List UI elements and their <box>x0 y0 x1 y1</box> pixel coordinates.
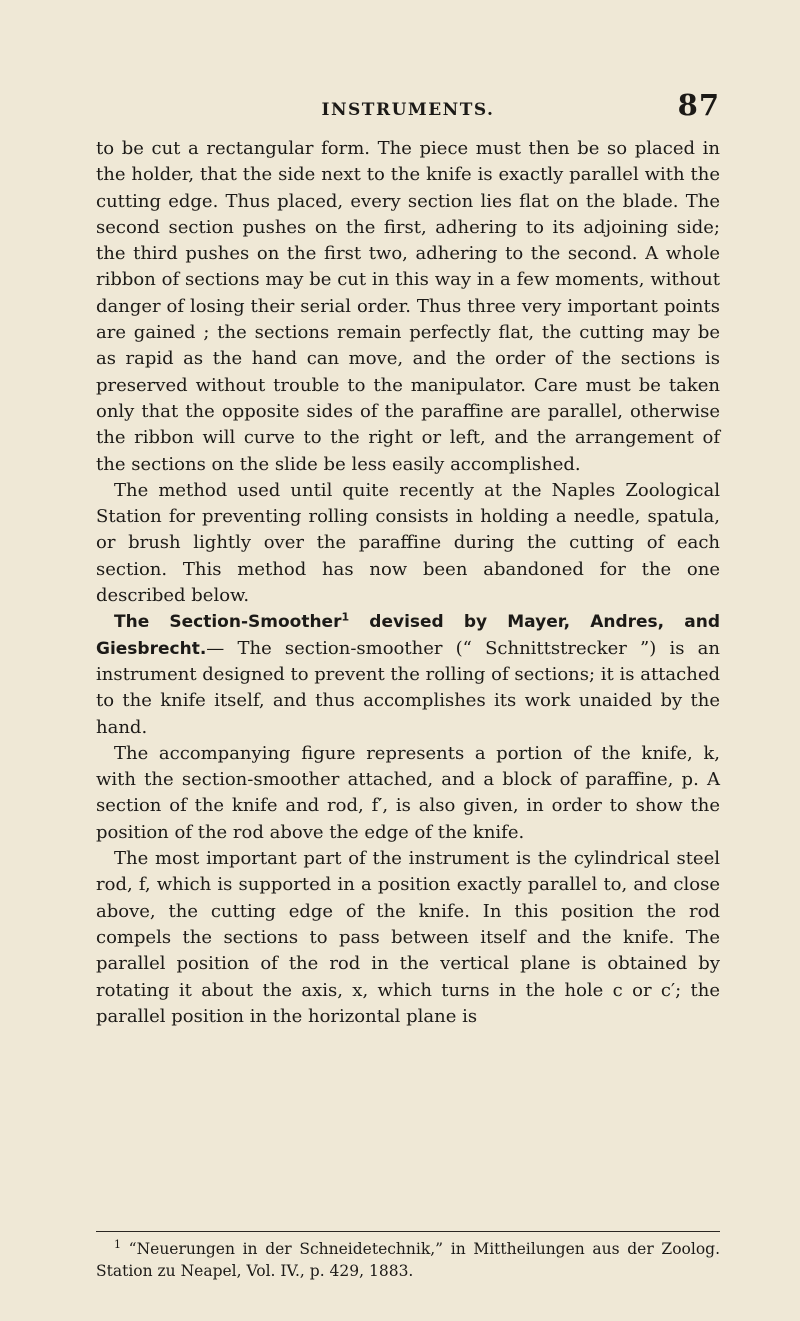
body-text <box>96 136 720 1030</box>
footnote <box>96 1238 720 1282</box>
section-heading: The Section-Smoother$^1$ devised by Mayer, Andres, and Giesbrecht. <box>96 610 721 659</box>
page-number: 87 <box>677 88 720 122</box>
paragraph-naples-method: The method used until quite recently at the Naples Zoological Station for preventing rolling consists in holding a needle, spatula, or brush lightly over the paraffine during the cutting of each section. This method has now been abandoned for the one described below. <box>96 479 720 607</box>
footnote-reference: 1 <box>341 610 350 624</box>
running-head <box>96 88 720 122</box>
paragraph-cylindrical-rod: The most important part of the instrument is the cylindrical steel rod, f, which is supported in a position exactly parallel to, and close above, the cutting edge of the knife. In this position the rod compels the sections to pass between itself and the knife. The parallel position of the rod in the vertical plane is obtained by rotating it about the axis, x, which turns in the hole c or c′; the parallel position in the horizontal plane is <box>96 848 720 1027</box>
section-smoother-text: — The section-smoother (“ Schnittstrecker ”) is an instrument designed to prevent the rolling of sections; it is attached to the knife itself, and thus accomplishes its work unaided by the hand. <box>96 637 720 738</box>
paragraph-figure-description: The accompanying figure represents a portion of the knife, k, with the section-smoother attached, and a block of paraffine, p. A section of the knife and rod, f′, is also given, in order to show the position of the rod above the edge of the knife. <box>96 742 720 843</box>
paragraph-section-smoother <box>96 609 720 740</box>
running-title: INSTRUMENTS. <box>321 100 495 120</box>
footnote-text: “Neuerungen in der Schneidetechnik,” in Mittheilungen aus der Zoolog. Station zu Neapel, Vol. IV., p. 429, 1883. <box>96 1240 720 1280</box>
footnote-rule <box>96 1231 720 1232</box>
footnote-mark: 1 <box>114 1237 121 1251</box>
paragraph-continued: to be cut a rectangular form. The piece must then be so placed in the holder, that the side next to the knife is exactly parallel with the cutting edge. Thus placed, every section lies flat on the blade. The second section pushes on the first, adhering to its adjoining side; the third pushes on the first two, adhering to the second. A whole ribbon of sections may be cut in this way in a few moments, without danger of losing their serial order. Thus three very important points are gained ; the sections remain perfectly flat, the cutting may be as rapid as the hand can move, and the order of the sections is preserved without trouble to the manipulator. Care must be taken only that the opposite sides of the paraffine are parallel, otherwise the ribbon will curve to the right or left, and the arrangement of the sections on the slide be less easily accomplished. <box>96 138 720 475</box>
